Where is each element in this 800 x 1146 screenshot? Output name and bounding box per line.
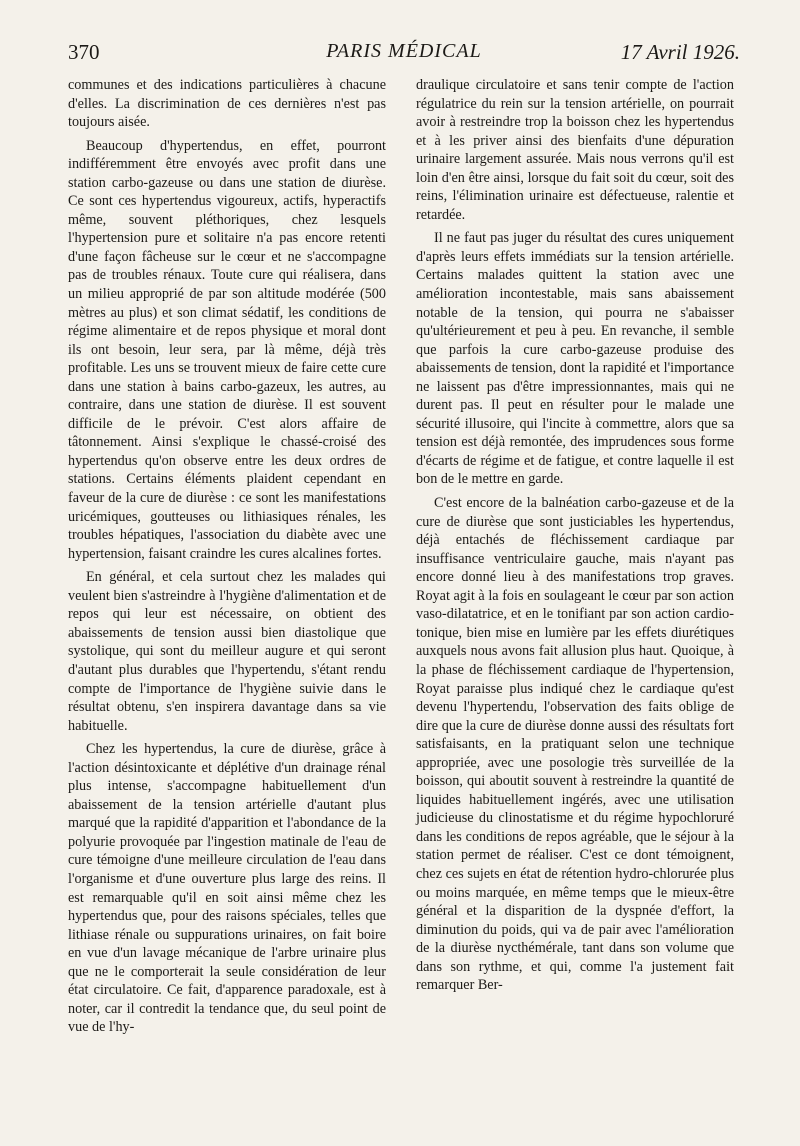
paragraph: Il ne faut pas juger du résultat des cures uniquement d'après leurs effets immédiats sur la tension artérielle. Certains malades quittent la station avec une amélioration incontestable, mais sans abaissement notable de la tension, qui pourra ne s'abaisser qu'ultérieurement et peu à peu. En revanche, il semble que parfois la cure carbo-gazeuse produise des abaissements de tension, dont la rapidité et l'importance ne laissent pas d'être impressionnantes, mais qui ne durent pas. Il peut en résulter pour le malade une sécurité illusoire, qui l'incite à commettre, alors que sa tension est déjà remontée, des imprudences sous forme d'écarts de régime et de fatigue, et contre laquelle il est bon de le mettre en garde.: [416, 230, 734, 488]
paragraph: draulique circulatoire et sans tenir compte de l'action régulatrice du rein sur la tension artérielle, on pourrait avoir à restreindre trop la boisson chez les hypertendus et à les priver ainsi des bienfaits d'une dépuration urinaire largement assurée. Mais nous verrons qu'il est loin d'en être ainsi, lorsque du fait soit du cœur, soit des reins, l'élimination urinaire est défectueuse, ralentie et retardée.: [416, 77, 734, 223]
page-number: 370: [68, 40, 100, 64]
journal-title: PARIS MÉDICAL: [326, 40, 482, 62]
running-header: [68, 40, 740, 70]
issue-date: 17 Avril 1926.: [620, 40, 740, 64]
paragraph: En général, et cela surtout chez les malades qui veulent bien s'astreindre à l'hygiène d'alimentation et de repos qui leur est nécessaire, on obtient des abaissements de tension aussi bien diastolique que systolique, qui sont du meilleur augure et qui seront d'autant plus durables que l'hypertendu, s'étant rendu compte de l'importance de l'hygiène suivie dans le résultat obtenu, s'en inspirera davantage dans sa vie habituelle.: [68, 569, 386, 734]
paragraph: C'est encore de la balnéation carbo-gazeuse et de la cure de diurèse que sont justiciables les hypertendus, déjà entachés de fléchissement cardiaque par insuffisance ventriculaire gauche, mais n'ayant pas encore donné lieu à des manifestations trop graves. Royat agit à la fois en soulageant le cœur par son action vaso-dilatatrice, et en le tonifiant par son action cardio-tonique, bien mise en lumière par les effets diurétiques auxquels nous avons fait allusion plus haut. Quoique, à la phase de fléchissement cardiaque de l'hypertension, Royat paraisse plus indiqué chez le cardiaque qu'est devenu l'hypertendu, l'observation des faits oblige de dire que la cure de diurèse donne aussi des résultats fort satisfaisants, en la pratiquant selon une technique appropriée, avec une posologie très surveillée de la boisson, qui aboutit souvent à restreindre la quantité de liquides habituellement ingérés, avec une utilisation judicieuse du clinostatisme et du régime hypochloruré dans les conditions de repos agréable, que le séjour à la station permet de réaliser. C'est ce dont témoignent, chez ces sujets en état de rétention hydro-chlorurée plus ou moins marquée, en même temps que le mieux-être général et la disparition de la dyspnée d'effort, la diminution du poids, qui va de pair avec l'amélioration de la diurèse nycthémérale, tant dans son volume que dans son rythme, et qui, comme l'a justement fait remarquer Ber-: [416, 495, 734, 994]
right-column: [416, 76, 734, 995]
paragraph: Chez les hypertendus, la cure de diurèse, grâce à l'action désintoxicante et déplétive d'un drainage rénal plus intense, s'accompagne habituellement d'un abaissement de la tension artérielle d'autant plus marqué que la rapidité d'apparition et l'abondance de la polyurie provoquée par l'ingestion matinale de l'eau de cure témoigne d'une meilleure circulation de l'eau dans l'organisme et d'une ouverture plus large des reins. Il est remarquable qu'il en soit ainsi même chez les hypertendus que, pour des raisons spéciales, telles que lithiase rénale ou suppurations urinaires, on fait boire en vue d'un lavage mécanique de l'arbre urinaire plus que ne le comporterait la seule considération de leur état circulatoire. Ce fait, d'apparence paradoxale, est à noter, car il contredit la tendance que, du seul point de vue de l'hy-: [68, 741, 386, 1036]
paragraph: Beaucoup d'hypertendus, en effet, pourront indifféremment être envoyés avec profit dans une station carbo-gazeuse ou dans une station de diurèse. Ce sont ces hypertendus vigoureux, actifs, hyperactifs même, souvent pléthoriques, chez lesquels l'hypertension pure et solitaire n'a pas encore retenti d'une façon fâcheuse sur le cœur et ne s'accompagne pas de troubles rénaux. Toute cure qui réalisera, dans un milieu approprié de par son altitude modérée (500 mètres au plus) et son climat sédatif, les conditions de régime alimentaire et de repos physique et moral dont ils ont besoin, leur sera, par là même, déjà très profitable. Les uns se trouvent mieux de faire cette cure dans une station à bains carbo-gazeux, les autres, au contraire, dans une station de diurèse. Il est souvent difficile de le prévoir. C'est alors affaire de tâtonnement. Ainsi s'explique le chassé-croisé des hypertendus qu'on observe entre les deux ordres de stations. Certains éléments plaident cependant en faveur de la cure de diurèse : ce sont les manifestations uricémiques, goutteuses ou lithiasiques rénales, les troubles hépatiques, l'association du diabète avec une hypertension, faisant craindre les cures alcalines fortes.: [68, 137, 386, 562]
paragraph: communes et des indications particulières à chacune d'elles. La discrimination de ces dernières n'est pas toujours aisée.: [68, 77, 386, 131]
left-column: [68, 76, 386, 1037]
